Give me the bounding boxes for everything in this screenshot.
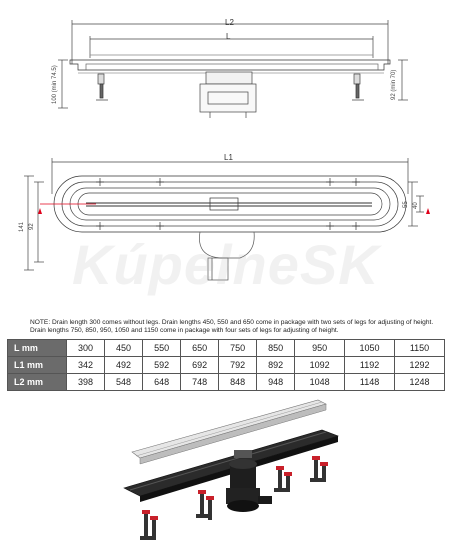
table-cell: 550: [143, 340, 181, 357]
table-cell: 792: [219, 357, 257, 374]
label-height-right: 92 (min 70): [391, 69, 397, 100]
table-cell: 450: [105, 340, 143, 357]
label-l2: L2: [225, 18, 234, 27]
table-cell: 300: [67, 340, 105, 357]
table-cell: 1150: [395, 340, 445, 357]
section-arrow-left: [38, 208, 42, 214]
label-l: L: [226, 32, 231, 41]
note-text: NOTE: Drain length 300 comes without legs. Drain lengths 450, 550 and 650 come in package with two sets of legs for adjusting of height. Drain lengths 750, 850, 950, 1050 and 1150 come in package with four sets of legs for adjusting of height.: [30, 319, 434, 335]
label-width-outer: 141: [19, 221, 25, 232]
table-cell: 592: [143, 357, 181, 374]
table-cell: 1148: [345, 374, 395, 391]
label-height-left: 100 (min 74.5): [52, 65, 58, 104]
dimensions-table: [7, 339, 445, 391]
row-label: L1 mm: [8, 357, 67, 374]
table-row: [8, 374, 445, 391]
table-cell: 1050: [345, 340, 395, 357]
table-cell: 950: [295, 340, 345, 357]
table-cell: 398: [67, 374, 105, 391]
table-cell: 892: [257, 357, 295, 374]
product-illustration: [0, 392, 452, 550]
table-cell: 750: [219, 340, 257, 357]
label-right-dim: 55: [403, 201, 409, 208]
row-label: L mm: [8, 340, 67, 357]
section-arrow-right: [426, 208, 430, 214]
table-row: [8, 340, 445, 357]
table-cell: 1192: [345, 357, 395, 374]
table-row: [8, 357, 445, 374]
row-label: L2 mm: [8, 374, 67, 391]
table-cell: 492: [105, 357, 143, 374]
table-cell: 748: [181, 374, 219, 391]
watermark: KúpelneSK: [72, 233, 380, 296]
table-cell: 850: [257, 340, 295, 357]
label-width-inner: 92: [29, 223, 35, 230]
table-cell: 1248: [395, 374, 445, 391]
table-cell: 692: [181, 357, 219, 374]
label-right-dim-2: 40: [413, 202, 419, 209]
label-l1: L1: [224, 153, 233, 162]
table-cell: 548: [105, 374, 143, 391]
table-cell: 650: [181, 340, 219, 357]
table-cell: 1092: [295, 357, 345, 374]
table-cell: 1048: [295, 374, 345, 391]
table-cell: 948: [257, 374, 295, 391]
table-cell: 342: [67, 357, 105, 374]
table-cell: 1292: [395, 357, 445, 374]
table-cell: 848: [219, 374, 257, 391]
table-cell: 648: [143, 374, 181, 391]
